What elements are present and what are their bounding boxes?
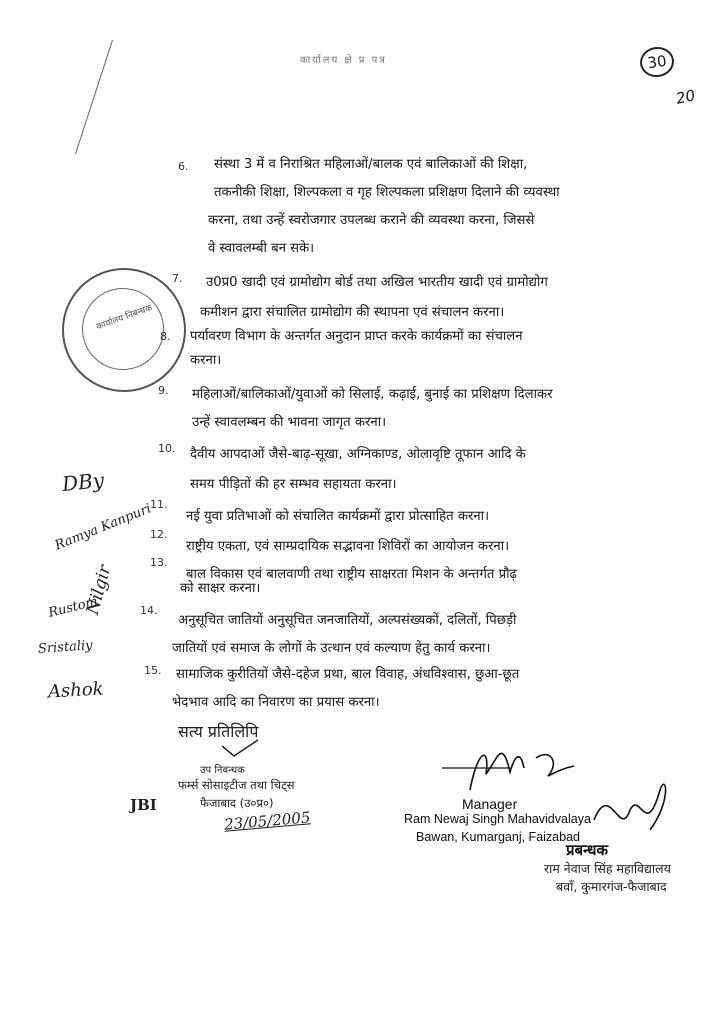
- margin-signature: Rustom: [46, 594, 100, 621]
- margin-signature: DBy: [60, 467, 106, 497]
- item-number: 15.: [144, 664, 162, 677]
- item-line: दैवीय आपदाओं जैसे-बाढ़-सूखा, अग्निकाण्ड, ओलावृष्टि तूफान आदि के: [190, 447, 526, 462]
- item-number: 11.: [150, 498, 168, 511]
- item-line: बाल विकास एवं बालवाणी तथा राष्ट्रीय साक्षरता मिशन के अन्तर्गत प्रौढ़: [186, 567, 517, 582]
- attestation-title: सत्य प्रतिलिपि: [178, 722, 259, 741]
- item-line: राष्ट्रीय एकता, एवं साम्प्रदायिक सद्भावना शिविरों का आयोजन करना।: [186, 539, 510, 554]
- item-number: 8.: [160, 330, 171, 343]
- item-line: पर्यावरण विभाग के अन्तर्गत अनुदान प्राप्त करके कार्यक्रमों का संचालन: [190, 329, 523, 344]
- item-line: महिलाओं/बालिकाओं/युवाओं को सिलाई, कढ़ाई, बुनाई का प्रशिक्षण दिलाकर: [192, 387, 553, 402]
- item-number: 6.: [178, 160, 189, 173]
- item-number: 10.: [158, 442, 176, 455]
- margin-signature: Ashok: [47, 678, 105, 703]
- item-number: 9.: [158, 384, 169, 397]
- seal-text: कार्यालय निबन्धक: [95, 303, 154, 333]
- item-line: करना।: [190, 353, 222, 368]
- attestation-check-mark: [220, 738, 260, 758]
- item-line: नई युवा प्रतिभाओं को संचालित कार्यक्रमों द्वारा प्रोत्साहित करना।: [186, 509, 490, 524]
- manager-title: Manager: [462, 796, 518, 812]
- item-line: वे स्वावलम्बी बन सके।: [208, 241, 315, 256]
- manager-college-name: Ram Newaj Singh Mahavidvalaya: [404, 812, 591, 826]
- margin-signature: Ramya Kanpuri: [52, 501, 154, 554]
- item-line: भेदभाव आदि का निवारण का प्रयास करना।: [172, 695, 380, 710]
- margin-signature: Nilgir: [82, 563, 116, 617]
- margin-scratch-line: [75, 40, 113, 154]
- attestation-line: फर्म्स सोसाइटीज तथा चिट्स: [178, 778, 295, 792]
- attestation-initial: JBI: [130, 796, 157, 814]
- item-line: जातियों एवं समाज के लोगों के उत्थान एवं कल्याण हेतु कार्य करना।: [172, 641, 491, 656]
- hindi-stamp-title: प्रबन्धक: [566, 841, 609, 859]
- hindi-stamp-signature: [590, 760, 680, 850]
- item-line: कमीशन द्वारा संचालित ग्रामोद्योग की स्थापना एवं संचालन करना।: [200, 305, 505, 320]
- page-number-handwritten: 20: [674, 86, 697, 108]
- hindi-stamp-address: बवाँ, कुमारगंज-फैजाबाद: [556, 879, 667, 894]
- item-line: उन्हें स्वावलम्बन की भावना जागृत करना।: [192, 415, 387, 430]
- margin-signature: Sristaliy: [37, 638, 94, 657]
- item-line: उ0प्र0 खादी एवं ग्रामोद्योग बोर्ड तथा अखिल भारतीय खादी एवं ग्रामोद्योग: [206, 275, 548, 290]
- attestation-line: उप निबन्धक: [200, 765, 245, 776]
- manager-signature: [440, 728, 580, 798]
- item-line: करना, तथा उन्हें स्वरोजगार उपलब्ध कराने की व्यवस्था करना, जिससे: [208, 213, 535, 228]
- page-number-circled: 30: [638, 45, 676, 79]
- hindi-stamp-college: राम नेवाज सिंह महाविद्यालय: [544, 861, 671, 876]
- item-number: 12.: [150, 528, 168, 541]
- item-line: सामाजिक कुरीतियों जैसे-दहेज प्रथा, बाल विवाह, अंधविश्वास, छुआ-छूत: [176, 667, 520, 682]
- manager-address: Bawan, Kumarganj, Faizabad: [416, 830, 580, 844]
- attestation-line: फैजाबाद (उ०प्र०): [200, 796, 274, 810]
- item-number: 7.: [172, 272, 183, 285]
- item-line: तकनीकी शिक्षा, शिल्पकला व गृह शिल्पकला प्रशिक्षण दिलाने की व्यवस्था: [214, 185, 560, 200]
- item-line: को साक्षर करना।: [180, 581, 261, 596]
- item-number: 13.: [150, 556, 168, 569]
- item-number: 14.: [140, 604, 158, 617]
- item-line: संस्था 3 में व निराश्रित महिलाओं/बालक एवं बालिकाओं की शिक्षा,: [214, 157, 528, 172]
- item-line: समय पीड़ितों की हर सम्भव सहायता करना।: [190, 477, 397, 492]
- header-faint-text: कार्यालय क्षे प्र पत्र: [300, 55, 387, 66]
- item-line: अनुसूचित जातियों अनुसूचित जनजातियों, अल्पसंख्यकों, दलितों, पिछड़ी: [178, 613, 517, 628]
- attestation-date: 23/05/2005: [223, 808, 312, 834]
